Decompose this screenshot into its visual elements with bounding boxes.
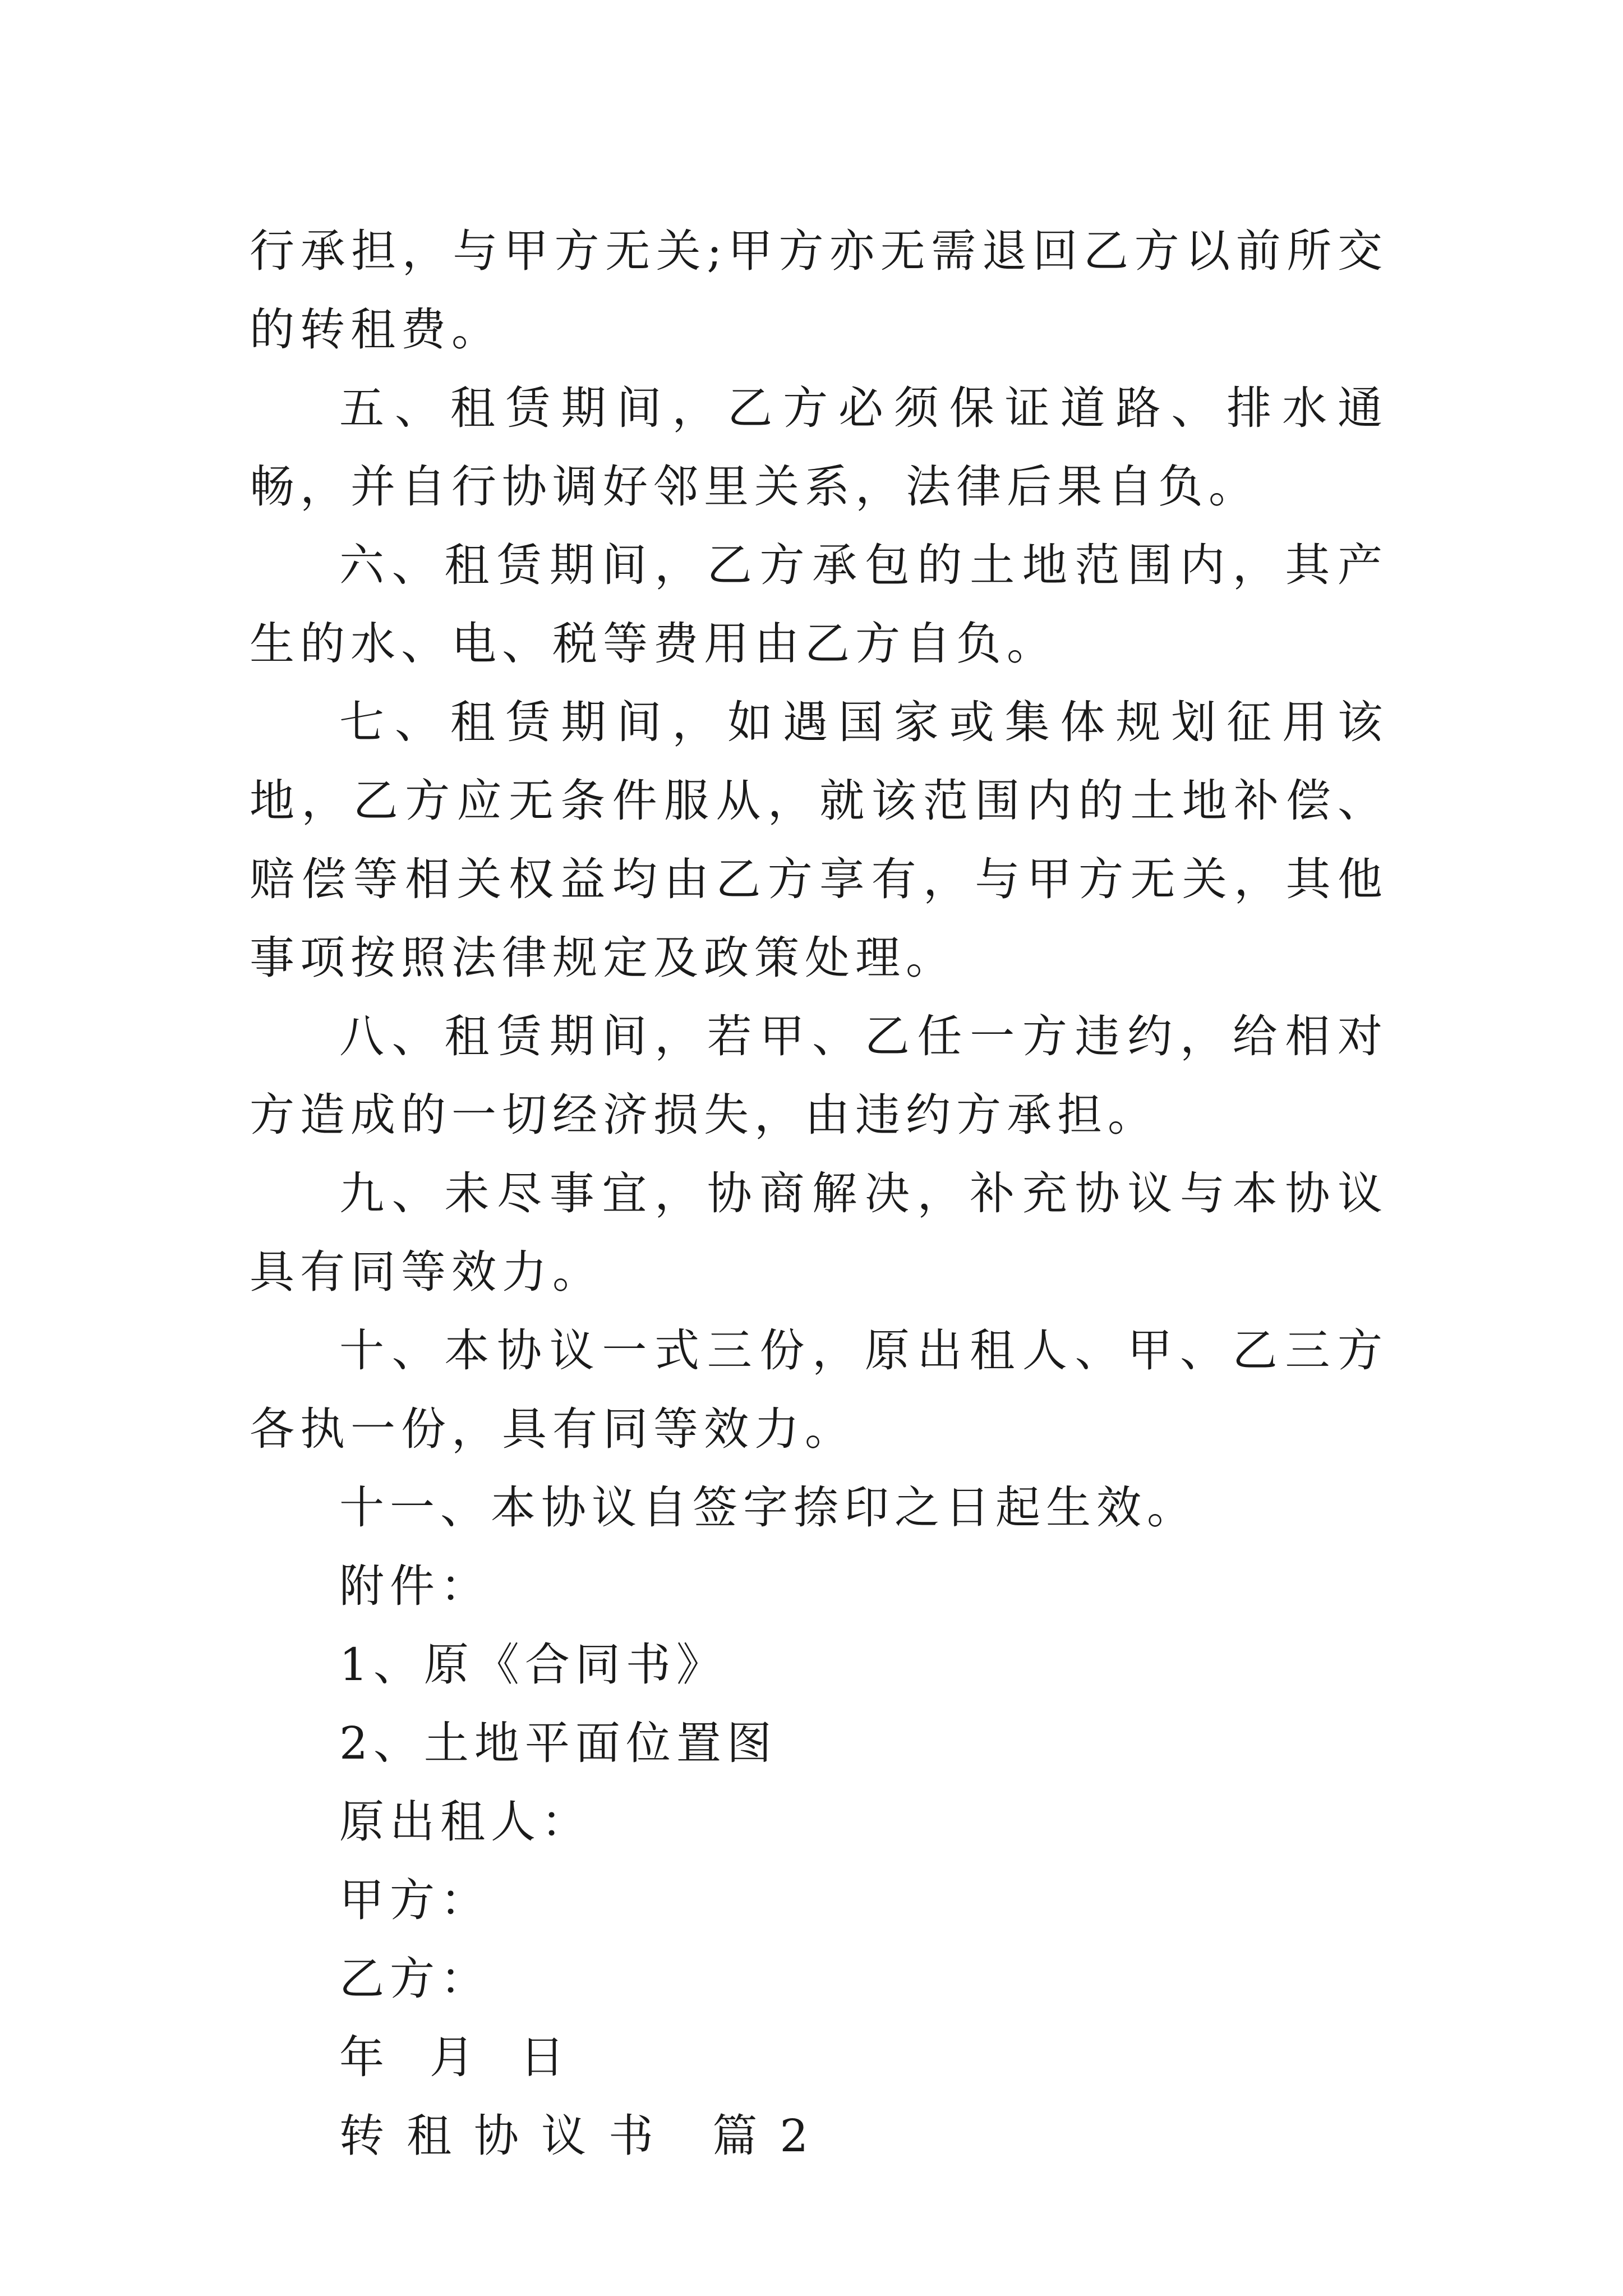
clause-6: 六、租赁期间，乙方承包的土地范围内，其产生的水、电、税等费用由乙方自负。 — [250, 539, 1388, 670]
signature-party-a: 甲方： — [339, 1874, 491, 1926]
attachment-item-2: 2、土地平面位置图 — [339, 1717, 777, 1769]
signature-party-b: 乙方： — [339, 1953, 491, 2005]
signature-original-lessor: 原出租人： — [339, 1796, 592, 1848]
paragraph-continuation: 行承担，与甲方无关;甲方亦无需退回乙方以前所交的转租费。 — [250, 225, 1388, 356]
clause-7: 七、租赁期间，如遇国家或集体规划征用该地，乙方应无条件服从，就该范围内的土地补偿、赔偿等相关权益均由乙方享有，与甲方无关，其他事项按照法律规定及政策处理。 — [250, 696, 1388, 984]
document-body — [250, 212, 1388, 2175]
clause-9: 九、未尽事宜，协商解决，补充协议与本协议具有同等效力。 — [250, 1167, 1388, 1298]
clause-11: 十一、本协议自签字捺印之日起生效。 — [339, 1481, 1197, 1534]
clause-5: 五、租赁期间，乙方必须保证道路、排水通畅，并自行协调好邻里关系，法律后果自负。 — [250, 382, 1388, 513]
attachments-label: 附件： — [339, 1560, 491, 1612]
attachment-item-1: 1、原《合同书》 — [339, 1639, 727, 1691]
clause-10: 十、本协议一式三份，原出租人、甲、乙三方各执一份，具有同等效力。 — [250, 1324, 1388, 1455]
clause-8: 八、租赁期间，若甲、乙任一方违约，给相对方造成的一切经济损失，由违约方承担。 — [250, 1010, 1388, 1141]
signature-date: 年 月 日 — [339, 2031, 570, 2083]
next-section-title: 转租协议书 篇2 — [339, 2110, 831, 2162]
